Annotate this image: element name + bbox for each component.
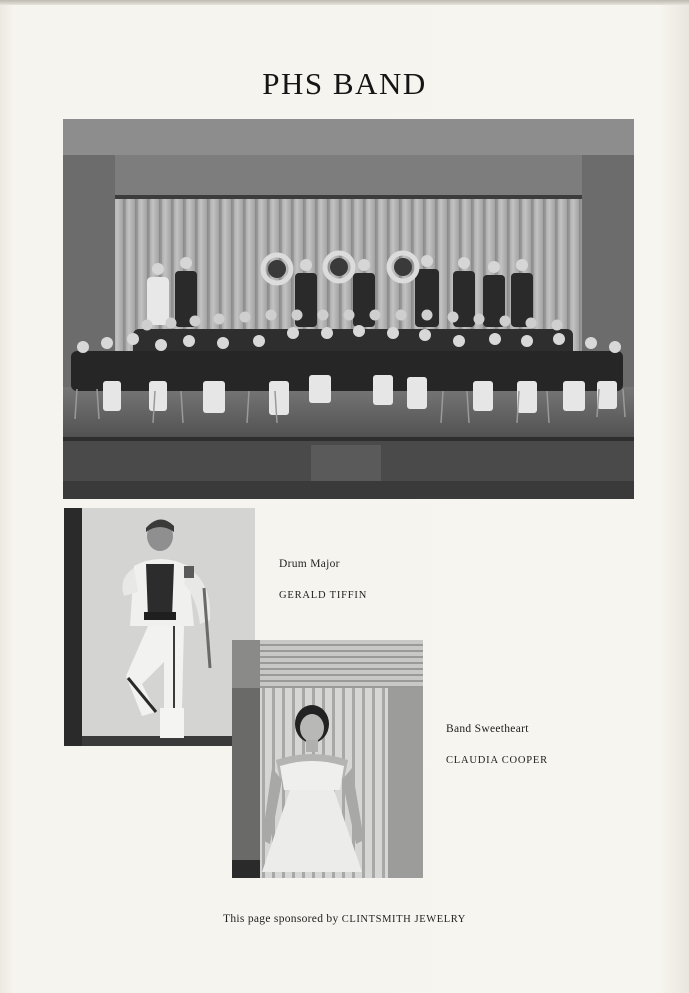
drum-major-photo <box>64 508 255 746</box>
sponsor-line <box>0 913 689 925</box>
band-sweetheart-photo <box>232 640 423 878</box>
page-top-edge <box>0 0 689 5</box>
band-sweetheart-name: CLAUDIA COOPER <box>446 755 548 766</box>
drum-major-name: GERALD TIFFIN <box>279 590 368 601</box>
sponsor-prefix: This page sponsored by <box>223 913 339 925</box>
band-sweetheart-role: Band Sweetheart <box>446 723 529 735</box>
band-group-photo <box>63 119 634 499</box>
sponsor-name: CLINTSMITH JEWELRY <box>341 914 466 925</box>
drum-major-role: Drum Major <box>279 558 340 570</box>
page-title: PHS BAND <box>262 66 427 101</box>
